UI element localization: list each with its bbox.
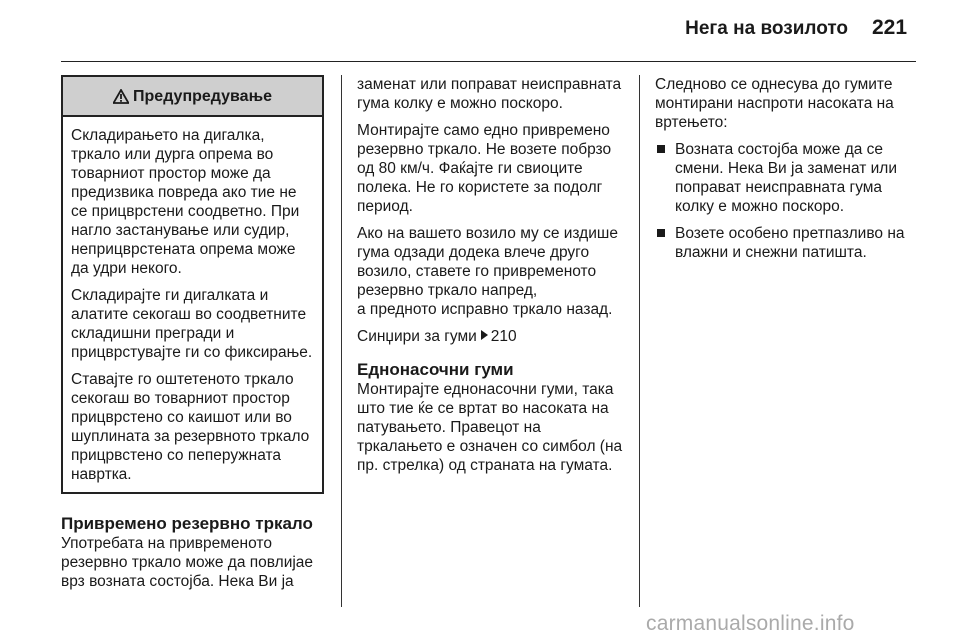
warning-paragraph: Складирајте ги дигалката и алатите секогаш во соодветните складишни прегради и прицврстувајте ги со фиксирање. bbox=[71, 287, 313, 361]
list-item-text: Возната состојба може да се смени. Нека Ви ја заменат или поправат неисправната гума колку е можно поскоро. bbox=[675, 141, 898, 215]
list-item-text: Возете особено претпазливо на влажни и снежни патишта. bbox=[675, 225, 905, 261]
square-bullet-icon bbox=[657, 145, 665, 153]
list-item bbox=[655, 224, 917, 262]
spare-wheel-paragraph bbox=[357, 224, 629, 300]
column-2 bbox=[357, 75, 629, 483]
warning-body bbox=[63, 117, 322, 484]
watermark: carmanualsonline.info bbox=[646, 612, 855, 635]
warning-box bbox=[61, 75, 324, 494]
square-bullet-icon bbox=[657, 229, 665, 237]
cross-reference[interactable] bbox=[357, 327, 629, 346]
column-divider bbox=[341, 75, 342, 607]
page-header-title: Нега на возилото bbox=[685, 18, 848, 39]
warning-paragraph: Ставајте го оштетеното тркало секогаш во товарниот простор прицврстено со каишот или во шуплината за резервното тркало прицрвстено со пеперужната наврткa. bbox=[71, 371, 310, 483]
column-divider bbox=[639, 75, 640, 607]
section-heading-spare-wheel: Привремено резервно тркало bbox=[61, 514, 313, 533]
spare-wheel-paragraph: Монтирајте само едно привремено резервно тркало. Не возете побрзо од 80 км/ч. Фаќајте ги свиоците полека. Не го користете за подолг период. bbox=[357, 122, 612, 215]
spare-wheel-continuation: заменат или поправат неисправната гума колку е можно поскоро. bbox=[357, 76, 622, 112]
warning-title: Предупредување bbox=[133, 87, 272, 105]
warning-header bbox=[63, 77, 322, 117]
spare-wheel-intro: Употребата на привременото резервно тркало може да повлијае врз возната состојба. Нека Ви ја bbox=[61, 535, 314, 590]
column-1 bbox=[61, 75, 324, 599]
warning-paragraph: Складирањето на дигалка, тркало или дурга опрема во товарниот простор може да предизвика повреда ако тие не се прицврстени соодветно. При нагло застанување или судир, неприцврстената опрема може да удри некого. bbox=[71, 127, 300, 277]
directional-tyres-paragraph: Следново се однесува до гумите монтирани наспроти насоката на вртењето: bbox=[655, 76, 894, 131]
bullet-list bbox=[655, 140, 917, 262]
spare-wheel-paragraph-part: Ако на вашето возило му се издише гума одзади додека влече друго возило, ставете го привременото резервно тркало напред, bbox=[357, 225, 618, 299]
page-number: 221 bbox=[872, 16, 908, 39]
list-item bbox=[655, 140, 917, 216]
warning-triangle-icon bbox=[113, 89, 129, 104]
page-reference-arrow-icon bbox=[481, 330, 488, 340]
section-heading-directional-tyres: Еднонасочни гуми bbox=[357, 360, 514, 379]
cross-reference-page: 210 bbox=[490, 328, 517, 345]
directional-tyres-paragraph: Монтирајте еднонасочни гуми, така што тие ќе се вртат во насоката на патувањето. Правецот на тркалањето е означен со симбол (на пр. стрелка) од страната на гумата. bbox=[357, 381, 623, 474]
cross-reference-text: Синџири за гуми bbox=[357, 328, 477, 345]
column-3 bbox=[655, 75, 917, 270]
header-rule bbox=[61, 61, 916, 62]
spare-wheel-paragraph-part: а предното исправно тркало назад. bbox=[357, 301, 613, 318]
